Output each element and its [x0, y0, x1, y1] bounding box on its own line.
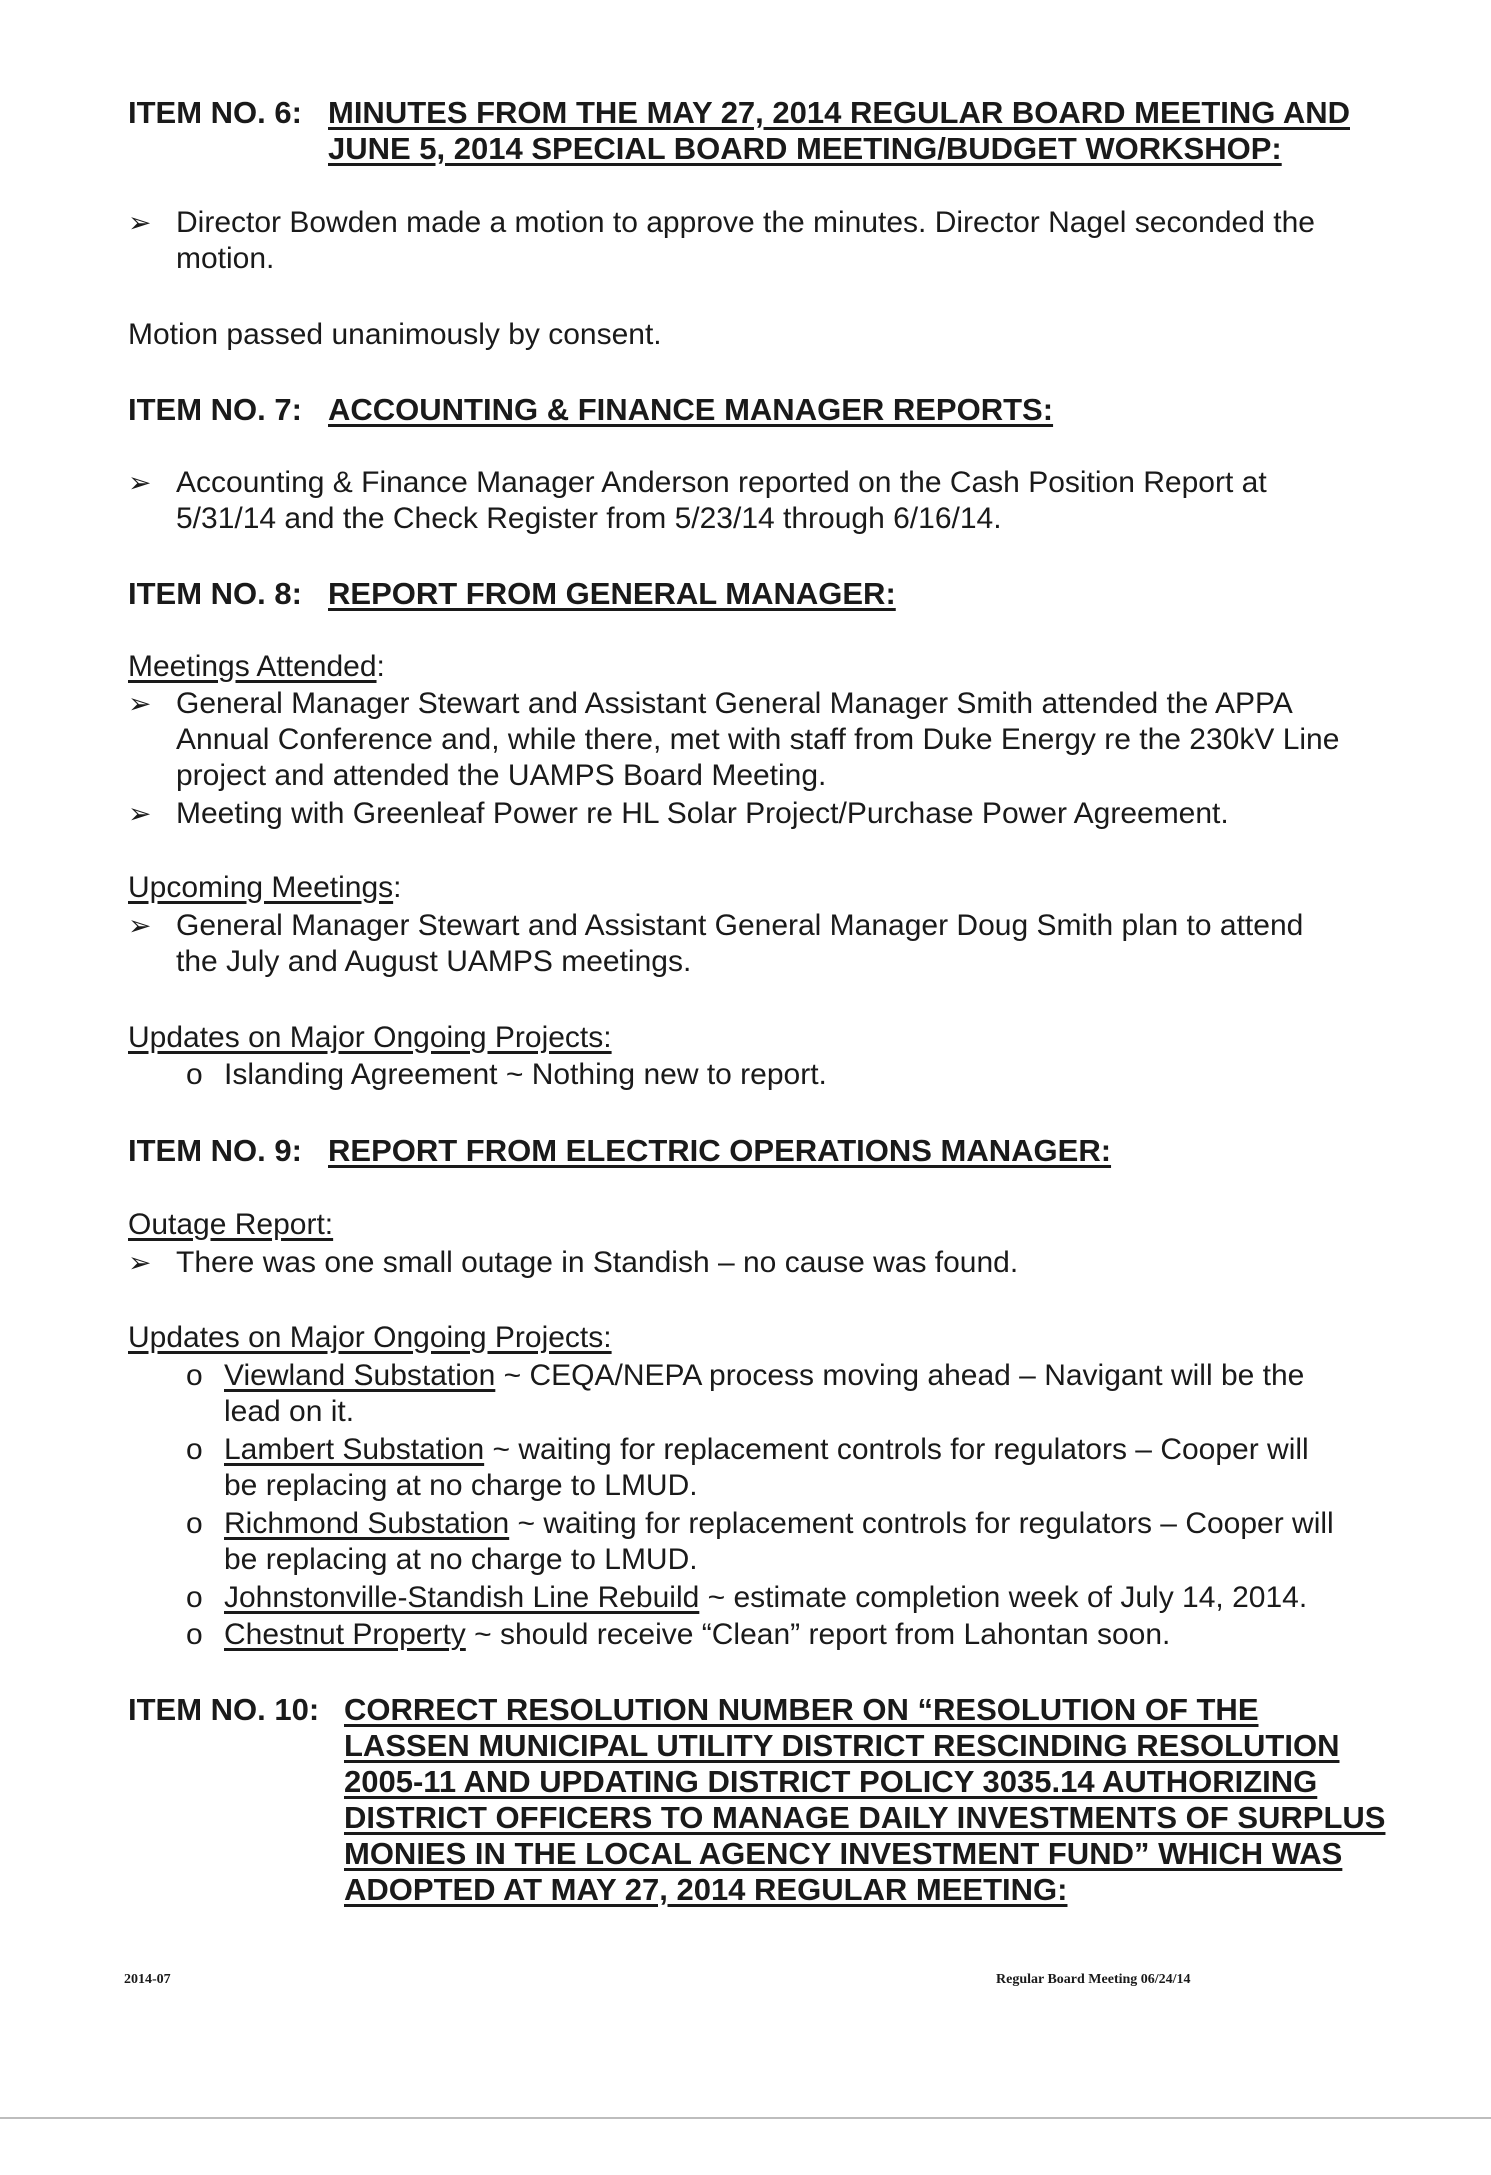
outage-bullet: There was one small outage in Standish – no cause was found. — [176, 1246, 1019, 1279]
bullet-arrow-icon: ➢ — [128, 688, 152, 719]
meetings-attended-label: Meetings Attended — [128, 650, 377, 683]
meetings-attended-bullet-line: Meeting with Greenleaf Power re HL Solar Project/Purchase Power Agreement. — [176, 797, 1229, 830]
item-7-title: ACCOUNTING & FINANCE MANAGER REPORTS: — [328, 392, 1054, 427]
project-name: Johnstonville-Standish Line Rebuild — [224, 1581, 700, 1614]
item-6-title-line: MINUTES FROM THE MAY 27, 2014 REGULAR BOARD MEETING AND — [328, 95, 1350, 130]
item-6-result: Motion passed unanimously by consent. — [128, 318, 662, 351]
heading-colon: : — [393, 871, 402, 904]
item-7-number: ITEM NO. 7: — [128, 392, 302, 427]
item-8-number: ITEM NO. 8: — [128, 576, 302, 611]
upcoming-meetings-heading — [128, 870, 401, 906]
project-update-item — [224, 1358, 1304, 1394]
item-10-title-line: DISTRICT OFFICERS TO MANAGE DAILY INVESTMENTS OF SURPLUS — [344, 1800, 1386, 1835]
item-10-title-line: LASSEN MUNICIPAL UTILITY DISTRICT RESCINDING RESOLUTION — [344, 1728, 1340, 1763]
project-name: Viewland Substation — [224, 1359, 496, 1392]
project-name: Chestnut Property — [224, 1618, 466, 1651]
page-bottom-rule — [0, 2117, 1491, 2119]
project-status: ~ waiting for replacement controls for regulators – Cooper will — [484, 1433, 1309, 1466]
circle-bullet-icon: o — [186, 1058, 203, 1091]
bullet-arrow-icon: ➢ — [128, 798, 152, 829]
eo-updates-heading: Updates on Major Ongoing Projects: — [128, 1321, 612, 1354]
bullet-arrow-icon: ➢ — [128, 1247, 152, 1278]
project-update-continuation: be replacing at no charge to LMUD. — [224, 1543, 698, 1576]
project-update-item — [224, 1580, 1307, 1616]
item-10-title-line: 2005-11 AND UPDATING DISTRICT POLICY 3035.14 AUTHORIZING — [344, 1764, 1318, 1799]
circle-bullet-icon: o — [186, 1618, 203, 1651]
circle-bullet-icon: o — [186, 1433, 203, 1466]
gm-updates-heading: Updates on Major Ongoing Projects: — [128, 1021, 612, 1054]
meetings-attended-bullet-line: Annual Conference and, while there, met with staff from Duke Energy re the 230kV Line — [176, 723, 1340, 756]
meetings-attended-heading — [128, 649, 385, 685]
item-6-title-line: JUNE 5, 2014 SPECIAL BOARD MEETING/BUDGET WORKSHOP: — [328, 131, 1282, 166]
bullet-arrow-icon: ➢ — [128, 910, 152, 941]
item-6-bullet-line: motion. — [176, 242, 275, 275]
project-status: ~ waiting for replacement controls for regulators – Cooper will — [509, 1507, 1334, 1540]
circle-bullet-icon: o — [186, 1359, 203, 1392]
project-name: Lambert Substation — [224, 1433, 485, 1466]
item-7-bullet-line: 5/31/14 and the Check Register from 5/23/14 through 6/16/14. — [176, 502, 1002, 535]
item-10-title-line: CORRECT RESOLUTION NUMBER ON “RESOLUTION OF THE — [344, 1692, 1259, 1727]
bullet-arrow-icon: ➢ — [128, 467, 152, 498]
item-9-title: REPORT FROM ELECTRIC OPERATIONS MANAGER: — [328, 1133, 1112, 1168]
footer-doc-number: 2014-07 — [124, 1972, 171, 1987]
item-6-title — [328, 95, 1350, 167]
item-8-title: REPORT FROM GENERAL MANAGER: — [328, 576, 896, 611]
upcoming-meetings-bullet-line: General Manager Stewart and Assistant General Manager Doug Smith plan to attend — [176, 909, 1304, 942]
item-10-number: ITEM NO. 10: — [128, 1692, 320, 1727]
project-update-continuation: be replacing at no charge to LMUD. — [224, 1469, 698, 1502]
outage-report-heading: Outage Report: — [128, 1208, 334, 1241]
circle-bullet-icon: o — [186, 1581, 203, 1614]
item-6-bullet-line: Director Bowden made a motion to approve the minutes. Director Nagel seconded the — [176, 206, 1315, 239]
upcoming-meetings-label: Upcoming Meetings — [128, 871, 394, 904]
item-7-bullet-line: Accounting & Finance Manager Anderson reported on the Cash Position Report at — [176, 466, 1267, 499]
project-status: ~ should receive “Clean” report from Lahontan soon. — [465, 1618, 1171, 1651]
project-update-continuation: lead on it. — [224, 1395, 355, 1428]
project-update-item — [224, 1506, 1334, 1542]
project-name: Richmond Substation — [224, 1507, 510, 1540]
project-status: ~ CEQA/NEPA process moving ahead – Navigant will be the — [495, 1359, 1305, 1392]
item-10-title-line: ADOPTED AT MAY 27, 2014 REGULAR MEETING: — [344, 1872, 1068, 1907]
project-update-item — [224, 1432, 1309, 1468]
footer-meeting-date: Regular Board Meeting 06/24/14 — [996, 1972, 1191, 1987]
item-9-number: ITEM NO. 9: — [128, 1133, 302, 1168]
upcoming-meetings-bullet-line: the July and August UAMPS meetings. — [176, 945, 692, 978]
heading-colon: : — [376, 650, 385, 683]
project-status: ~ estimate completion week of July 14, 2014. — [699, 1581, 1308, 1614]
project-update-item — [224, 1617, 1170, 1653]
gm-update-item: Islanding Agreement ~ Nothing new to report. — [224, 1058, 827, 1091]
item-6-number: ITEM NO. 6: — [128, 95, 302, 130]
circle-bullet-icon: o — [186, 1507, 203, 1540]
meetings-attended-bullet-line: General Manager Stewart and Assistant General Manager Smith attended the APPA — [176, 687, 1293, 720]
item-10-title — [344, 1692, 1385, 1908]
item-10-title-line: MONIES IN THE LOCAL AGENCY INVESTMENT FUND” WHICH WAS — [344, 1836, 1343, 1871]
bullet-arrow-icon: ➢ — [128, 207, 152, 238]
meetings-attended-bullet-line: project and attended the UAMPS Board Meeting. — [176, 759, 827, 792]
